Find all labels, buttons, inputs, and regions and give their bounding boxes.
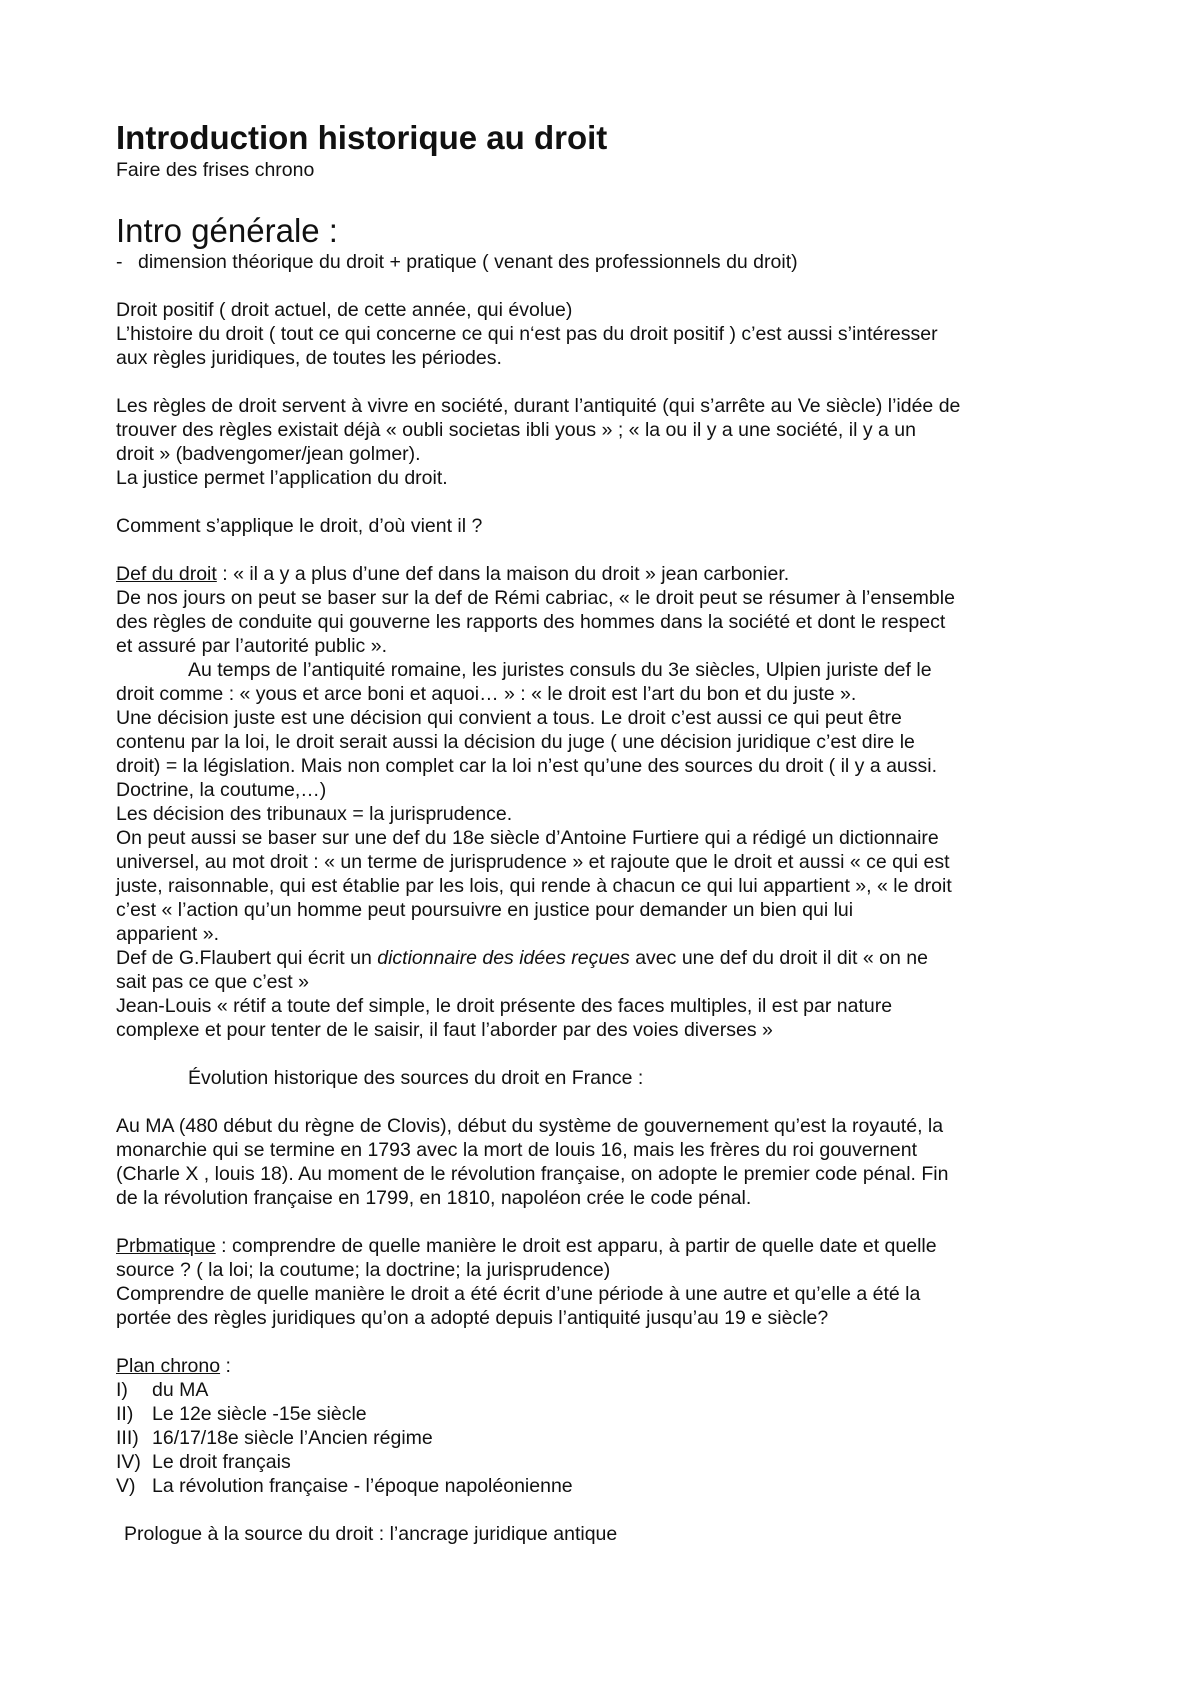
text-line: droit) = la législation. Mais non complet car la loi n’est qu’une des sources du droit ( il y a aussi.	[116, 755, 938, 777]
plan-item	[116, 1426, 1096, 1450]
problematique-label: Prbmatique	[116, 1235, 216, 1257]
definition-text: : « il a y a plus d’une def dans la maison du droit » jean carbonier.	[216, 563, 790, 585]
text-line: contenu par la loi, le droit serait aussi la décision du juge ( une décision juridique c’est dire le	[116, 731, 915, 753]
text-line: c’est « l’action qu’un homme peut poursuivre en justice pour demander un bien qui lui	[116, 899, 854, 921]
plan-item-number: V)	[116, 1475, 136, 1497]
text-line: sait pas ce que c’est »	[116, 971, 309, 993]
intro-paragraph-2	[116, 394, 1096, 490]
plan-item-text: 16/17/18e siècle l’Ancien régime	[152, 1427, 433, 1449]
text-line: On peut aussi se baser sur une def du 18e siècle d’Antoine Furtiere qui a rédigé un dictionnaire	[116, 827, 939, 849]
intro-question: Comment s’applique le droit, d’où vient il ?	[116, 515, 483, 537]
text-line: apparient ».	[116, 923, 219, 945]
bullet-dash: -	[116, 251, 123, 273]
text-line: Doctrine, la coutume,…)	[116, 779, 327, 801]
text-line: trouver des règles existait déjà « oubli societas ibli yous » ; « la ou il y a une société, il y a un	[116, 419, 916, 441]
text-line: portée des règles juridiques qu’on a adopté depuis l’antiquité jusqu’au 19 e siècle?	[116, 1307, 829, 1329]
text-line	[116, 562, 1096, 586]
text-line: Droit positif ( droit actuel, de cette année, qui évolue)	[116, 299, 573, 321]
plan-heading	[116, 1354, 1096, 1378]
text-line: Au temps de l’antiquité romaine, les juristes consuls du 3e siècles, Ulpien juriste def le	[188, 659, 932, 681]
text-line: aux règles juridiques, de toutes les périodes.	[116, 347, 502, 369]
document-page	[116, 120, 1096, 1546]
plan-item	[116, 1378, 1096, 1402]
plan-item-text: La révolution française - l’époque napoléonienne	[152, 1475, 573, 1497]
document-title: Introduction historique au droit	[116, 119, 608, 156]
plan-item-text: Le droit français	[152, 1451, 291, 1473]
plan-label: Plan chrono	[116, 1355, 221, 1377]
plan-item	[116, 1474, 1096, 1498]
plan-section	[116, 1354, 1096, 1498]
text-line: La justice permet l’application du droit.	[116, 467, 448, 489]
text-line: De nos jours on peut se baser sur la def de Rémi cabriac, « le droit peut se résumer à l’ensemble	[116, 587, 955, 609]
prologue-heading: Prologue à la source du droit : l’ancrage juridique antique	[124, 1523, 618, 1545]
text-line: Jean-Louis « rétif a toute def simple, le droit présente des faces multiples, il est par nature	[116, 995, 893, 1017]
definition-section	[116, 562, 1096, 1042]
text-line: (Charle X , louis 18). Au moment de le révolution française, on adopte le premier code pénal. Fin	[116, 1163, 949, 1185]
text-line: L’histoire du droit ( tout ce qui concerne ce qui n‘est pas du droit positif ) c’est aussi s’intéresser	[116, 323, 938, 345]
plan-item-number: I)	[116, 1379, 128, 1401]
text-span: avec une def du droit il dit « on ne	[629, 947, 928, 969]
plan-item	[116, 1450, 1096, 1474]
plan-label-colon: :	[220, 1355, 231, 1377]
document-subtitle: Faire des frises chrono	[116, 159, 315, 181]
text-line: Les décision des tribunaux = la jurisprudence.	[116, 803, 513, 825]
text-line: droit comme : « yous et arce boni et aquoi… » : « le droit est l’art du bon et du juste ».	[116, 683, 857, 705]
evolution-heading: Évolution historique des sources du droit en France :	[188, 1067, 644, 1089]
text-line: monarchie qui se termine en 1793 avec la mort de louis 16, mais les frères du roi gouvernent	[116, 1139, 918, 1161]
book-title: dictionnaire des idées reçues	[377, 947, 630, 969]
plan-item-number: III)	[116, 1427, 139, 1449]
intro-heading: Intro générale :	[116, 212, 338, 249]
text-line: source ? ( la loi; la coutume; la doctrine; la jurisprudence)	[116, 1259, 611, 1281]
text-line: de la révolution française en 1799, en 1810, napoléon crée le code pénal.	[116, 1187, 752, 1209]
text-line	[116, 946, 1096, 970]
problematique-text: : comprendre de quelle manière le droit est apparu, à partir de quelle date et quelle	[215, 1235, 937, 1257]
text-line: universel, au mot droit : « un terme de jurisprudence » et rajoute que le droit et aussi « ce qui est	[116, 851, 950, 873]
text-line: juste, raisonnable, qui est établie par les lois, qui rende à chacun ce qui lui appartient », « le droit	[116, 875, 952, 897]
plan-item-number: IV)	[116, 1451, 141, 1473]
text-line: des règles de conduite qui gouverne les rapports des hommes dans la société et dont le respect	[116, 611, 946, 633]
intro-bullet	[116, 250, 1096, 274]
plan-item-text: du MA	[152, 1379, 209, 1401]
definition-label: Def du droit	[116, 563, 217, 585]
problematique-section	[116, 1234, 1096, 1330]
intro-paragraph-1	[116, 298, 1096, 370]
text-line	[116, 1234, 1096, 1258]
evolution-paragraph	[116, 1114, 1096, 1210]
plan-item-text: Le 12e siècle -15e siècle	[152, 1403, 367, 1425]
text-line: Une décision juste est une décision qui convient a tous. Le droit c’est aussi ce qui peut être	[116, 707, 902, 729]
text-line: complexe et pour tenter de le saisir, il faut l’aborder par des voies diverses »	[116, 1019, 773, 1041]
text-line: Les règles de droit servent à vivre en société, durant l’antiquité (qui s’arrête au Ve siècle) l’idée de	[116, 395, 961, 417]
text-line: et assuré par l’autorité public ».	[116, 635, 387, 657]
text-line: Au MA (480 début du règne de Clovis), début du système de gouvernement qu’est la royauté, la	[116, 1115, 944, 1137]
plan-item-number: II)	[116, 1403, 134, 1425]
text-span: Def de G.Flaubert qui écrit un	[116, 947, 378, 969]
intro-bullet-text: dimension théorique du droit + pratique ( venant des professionnels du droit)	[138, 251, 798, 273]
plan-list	[116, 1378, 1096, 1498]
plan-item	[116, 1402, 1096, 1426]
text-line: Comprendre de quelle manière le droit a été écrit d’une période à une autre et qu’elle a été la	[116, 1283, 921, 1305]
text-line: droit » (badvengomer/jean golmer).	[116, 443, 421, 465]
